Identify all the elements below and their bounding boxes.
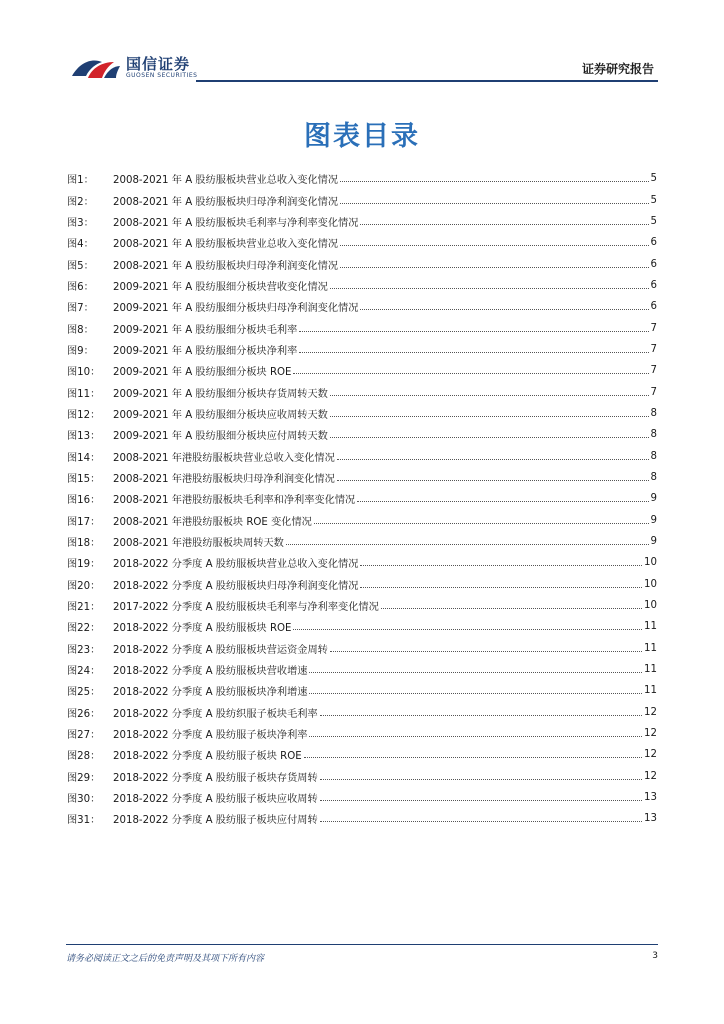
page-ref: 13 bbox=[644, 813, 657, 825]
leader-dots bbox=[309, 736, 642, 737]
page-ref: 10 bbox=[644, 557, 657, 569]
figure-title: 2008-2021 年港股纺服板块周转天数 bbox=[113, 538, 284, 550]
figure-number: 图12： bbox=[67, 409, 101, 421]
figure-title: 2009-2021 年 A 股纺服细分板块应付周转天数 bbox=[113, 431, 328, 443]
figure-number: 图16： bbox=[67, 495, 101, 507]
figure-title: 2008-2021 年 A 股纺服板块毛利率与净利率变化情况 bbox=[113, 217, 359, 229]
figure-number: 图22： bbox=[67, 623, 101, 635]
toc-entry[interactable] bbox=[67, 531, 657, 552]
leader-dots bbox=[337, 480, 649, 481]
toc-entry[interactable] bbox=[67, 275, 657, 296]
figure-title: 2008-2021 年港股纺服板块毛利率和净利率变化情况 bbox=[113, 495, 356, 507]
page-ref: 12 bbox=[644, 770, 657, 782]
page-ref: 9 bbox=[650, 536, 657, 548]
toc-entry[interactable] bbox=[67, 381, 657, 402]
figure-title: 2008-2021 年 A 股纺服板块营业总收入变化情况 bbox=[113, 175, 339, 187]
figure-title: 2009-2021 年 A 股纺服细分板块净利率 bbox=[113, 345, 298, 357]
toc-entry[interactable] bbox=[67, 574, 657, 595]
toc-entry[interactable] bbox=[67, 702, 657, 723]
figure-number: 图23： bbox=[67, 644, 101, 656]
toc-entry[interactable] bbox=[67, 659, 657, 680]
page-ref: 13 bbox=[644, 792, 657, 804]
page-ref: 11 bbox=[644, 621, 657, 633]
figure-title: 2018-2022 分季度 A 股纺服板块营运资金周转 bbox=[113, 644, 328, 656]
figure-number: 图18： bbox=[67, 538, 101, 550]
figure-number: 图17： bbox=[67, 516, 101, 528]
figure-number: 图19： bbox=[67, 559, 101, 571]
leader-dots bbox=[330, 416, 649, 417]
leader-dots bbox=[320, 800, 642, 801]
figure-title: 2018-2022 分季度 A 股纺服板块归母净利润变化情况 bbox=[113, 580, 359, 592]
leader-dots bbox=[340, 203, 648, 204]
leader-dots bbox=[357, 501, 648, 502]
figure-number: 图3： bbox=[67, 217, 94, 229]
toc-entry[interactable] bbox=[67, 595, 657, 616]
figure-number: 图20： bbox=[67, 580, 101, 592]
figure-number: 图15： bbox=[67, 473, 101, 485]
toc-entry[interactable] bbox=[67, 232, 657, 253]
figure-title: 2018-2022 分季度 A 股纺服子板块应收周转 bbox=[113, 794, 318, 806]
figure-number: 图8： bbox=[67, 324, 94, 336]
toc-entry[interactable] bbox=[67, 189, 657, 210]
toc-entry[interactable] bbox=[67, 339, 657, 360]
leader-dots bbox=[340, 181, 648, 182]
page-ref: 11 bbox=[644, 664, 657, 676]
page-ref: 7 bbox=[650, 322, 657, 334]
toc-entry[interactable] bbox=[67, 552, 657, 573]
figure-title: 2009-2021 年 A 股纺服细分板块 ROE bbox=[113, 367, 292, 379]
toc-entry[interactable] bbox=[67, 766, 657, 787]
page-ref: 5 bbox=[650, 194, 657, 206]
figure-title: 2008-2021 年港股纺服板块营业总收入变化情况 bbox=[113, 452, 335, 464]
figure-number: 图13： bbox=[67, 431, 101, 443]
figure-title: 2008-2021 年港股纺服板块归母净利润变化情况 bbox=[113, 473, 335, 485]
disclaimer-note: 请务必阅读正文之后的免责声明及其项下所有内容 bbox=[66, 954, 265, 964]
logo-english-name: GUOSEN SECURITIES bbox=[126, 72, 198, 79]
figure-number: 图31： bbox=[67, 815, 101, 827]
page-ref: 8 bbox=[650, 429, 657, 441]
page-ref: 11 bbox=[644, 685, 657, 697]
figure-title: 2009-2021 年 A 股纺服细分板块毛利率 bbox=[113, 324, 298, 336]
toc-entry[interactable] bbox=[67, 253, 657, 274]
figure-title: 2008-2021 年 A 股纺服板块归母净利润变化情况 bbox=[113, 260, 339, 272]
leader-dots bbox=[320, 821, 642, 822]
leader-dots bbox=[360, 587, 642, 588]
page-ref: 11 bbox=[644, 642, 657, 654]
toc-entry[interactable] bbox=[67, 317, 657, 338]
leader-dots bbox=[330, 288, 649, 289]
figure-title: 2017-2022 分季度 A 股纺服板块毛利率与净利率变化情况 bbox=[113, 602, 379, 614]
figure-title: 2008-2021 年港股纺服板块 ROE 变化情况 bbox=[113, 516, 312, 528]
figure-number: 图6： bbox=[67, 281, 94, 293]
leader-dots bbox=[314, 523, 649, 524]
figure-title: 2009-2021 年 A 股纺服细分板块应收周转天数 bbox=[113, 409, 328, 421]
figure-number: 图11： bbox=[67, 388, 101, 400]
page-ref: 6 bbox=[650, 301, 657, 313]
page-ref: 10 bbox=[644, 600, 657, 612]
footer-divider bbox=[66, 944, 658, 945]
toc-entry[interactable] bbox=[67, 211, 657, 232]
page-title: 图表目录 bbox=[304, 121, 420, 152]
figure-number: 图1： bbox=[67, 175, 94, 187]
toc-entry[interactable] bbox=[67, 638, 657, 659]
figure-number: 图14： bbox=[67, 452, 101, 464]
leader-dots bbox=[360, 565, 642, 566]
leader-dots bbox=[309, 693, 642, 694]
page-ref: 9 bbox=[650, 493, 657, 505]
figure-number: 图7： bbox=[67, 303, 94, 315]
toc-entry[interactable] bbox=[67, 360, 657, 381]
leader-dots bbox=[293, 373, 648, 374]
figure-title: 2008-2021 年 A 股纺服板块归母净利润变化情况 bbox=[113, 196, 339, 208]
toc-entry[interactable] bbox=[67, 488, 657, 509]
figure-list bbox=[67, 168, 657, 830]
figure-title: 2018-2022 分季度 A 股纺服子板块应付周转 bbox=[113, 815, 318, 827]
figure-title: 2018-2022 分季度 A 股纺服板块净利增速 bbox=[113, 687, 308, 699]
leader-dots bbox=[286, 544, 649, 545]
toc-entry[interactable] bbox=[67, 445, 657, 466]
page-ref: 6 bbox=[650, 258, 657, 270]
figure-number: 图5： bbox=[67, 260, 94, 272]
page-ref: 10 bbox=[644, 578, 657, 590]
figure-number: 图27： bbox=[67, 730, 101, 742]
figure-number: 图26： bbox=[67, 708, 101, 720]
figure-number: 图29： bbox=[67, 772, 101, 784]
leader-dots bbox=[360, 224, 648, 225]
page-ref: 8 bbox=[650, 471, 657, 483]
figure-title: 2008-2021 年 A 股纺服板块营业总收入变化情况 bbox=[113, 239, 339, 251]
toc-entry[interactable] bbox=[67, 680, 657, 701]
page-ref: 7 bbox=[650, 386, 657, 398]
page-ref: 5 bbox=[650, 215, 657, 227]
figure-number: 图30： bbox=[67, 794, 101, 806]
page-ref: 6 bbox=[650, 237, 657, 249]
logo-chinese-name: 国信证券 bbox=[126, 55, 191, 73]
leader-dots bbox=[309, 672, 642, 673]
page-ref: 12 bbox=[644, 749, 657, 761]
leader-dots bbox=[330, 651, 642, 652]
toc-entry[interactable] bbox=[67, 808, 657, 829]
page-ref: 8 bbox=[650, 450, 657, 462]
toc-entry[interactable] bbox=[67, 296, 657, 317]
page-header bbox=[66, 50, 658, 86]
leader-dots bbox=[330, 437, 649, 438]
leader-dots bbox=[299, 352, 648, 353]
page-ref: 7 bbox=[650, 343, 657, 355]
figure-number: 图9： bbox=[67, 345, 94, 357]
leader-dots bbox=[320, 715, 642, 716]
figure-title: 2018-2022 分季度 A 股纺服子板块净利率 bbox=[113, 730, 308, 742]
figure-number: 图24： bbox=[67, 666, 101, 678]
page-ref: 5 bbox=[650, 173, 657, 185]
leader-dots bbox=[330, 395, 649, 396]
leader-dots bbox=[320, 779, 642, 780]
toc-entry[interactable] bbox=[67, 510, 657, 531]
figure-number: 图2： bbox=[67, 196, 94, 208]
figure-number: 图10： bbox=[67, 367, 101, 379]
page-number: 3 bbox=[652, 951, 658, 961]
leader-dots bbox=[340, 245, 648, 246]
figure-title: 2018-2022 分季度 A 股纺服子板块存货周转 bbox=[113, 772, 318, 784]
figure-title: 2009-2021 年 A 股纺服细分板块营收变化情况 bbox=[113, 281, 328, 293]
figure-title: 2009-2021 年 A 股纺服细分板块存货周转天数 bbox=[113, 388, 328, 400]
figure-title: 2009-2021 年 A 股纺服细分板块归母净利润变化情况 bbox=[113, 303, 359, 315]
figure-title: 2018-2022 分季度 A 股纺服子板块 ROE bbox=[113, 751, 302, 763]
page-ref: 12 bbox=[644, 728, 657, 740]
figure-number: 图28： bbox=[67, 751, 101, 763]
toc-entry[interactable] bbox=[67, 424, 657, 445]
page-ref: 7 bbox=[650, 365, 657, 377]
page-ref: 9 bbox=[650, 514, 657, 526]
page-ref: 6 bbox=[650, 279, 657, 291]
page-ref: 12 bbox=[644, 706, 657, 718]
leader-dots bbox=[340, 267, 648, 268]
figure-title: 2018-2022 分季度 A 股纺织服子板块毛利率 bbox=[113, 708, 318, 720]
leader-dots bbox=[293, 629, 642, 630]
toc-entry[interactable] bbox=[67, 744, 657, 765]
toc-entry[interactable] bbox=[67, 723, 657, 744]
figure-title: 2018-2022 分季度 A 股纺服板块营收增速 bbox=[113, 666, 308, 678]
figure-number: 图25： bbox=[67, 687, 101, 699]
header-divider bbox=[196, 80, 658, 82]
toc-entry[interactable] bbox=[67, 616, 657, 637]
leader-dots bbox=[337, 459, 649, 460]
page-ref: 8 bbox=[650, 407, 657, 419]
figure-title: 2018-2022 分季度 A 股纺服板块营业总收入变化情况 bbox=[113, 559, 359, 571]
guosen-logo-icon bbox=[70, 54, 122, 84]
figure-number: 图21： bbox=[67, 602, 101, 614]
leader-dots bbox=[304, 757, 642, 758]
figure-number: 图4： bbox=[67, 239, 94, 251]
toc-entry[interactable] bbox=[67, 403, 657, 424]
report-type-label: 证券研究报告 bbox=[581, 62, 654, 76]
leader-dots bbox=[299, 331, 648, 332]
leader-dots bbox=[360, 309, 648, 310]
toc-entry[interactable] bbox=[67, 787, 657, 808]
toc-entry[interactable] bbox=[67, 467, 657, 488]
figure-title: 2018-2022 分季度 A 股纺服板块 ROE bbox=[113, 623, 292, 635]
toc-entry[interactable] bbox=[67, 168, 657, 189]
leader-dots bbox=[381, 608, 642, 609]
